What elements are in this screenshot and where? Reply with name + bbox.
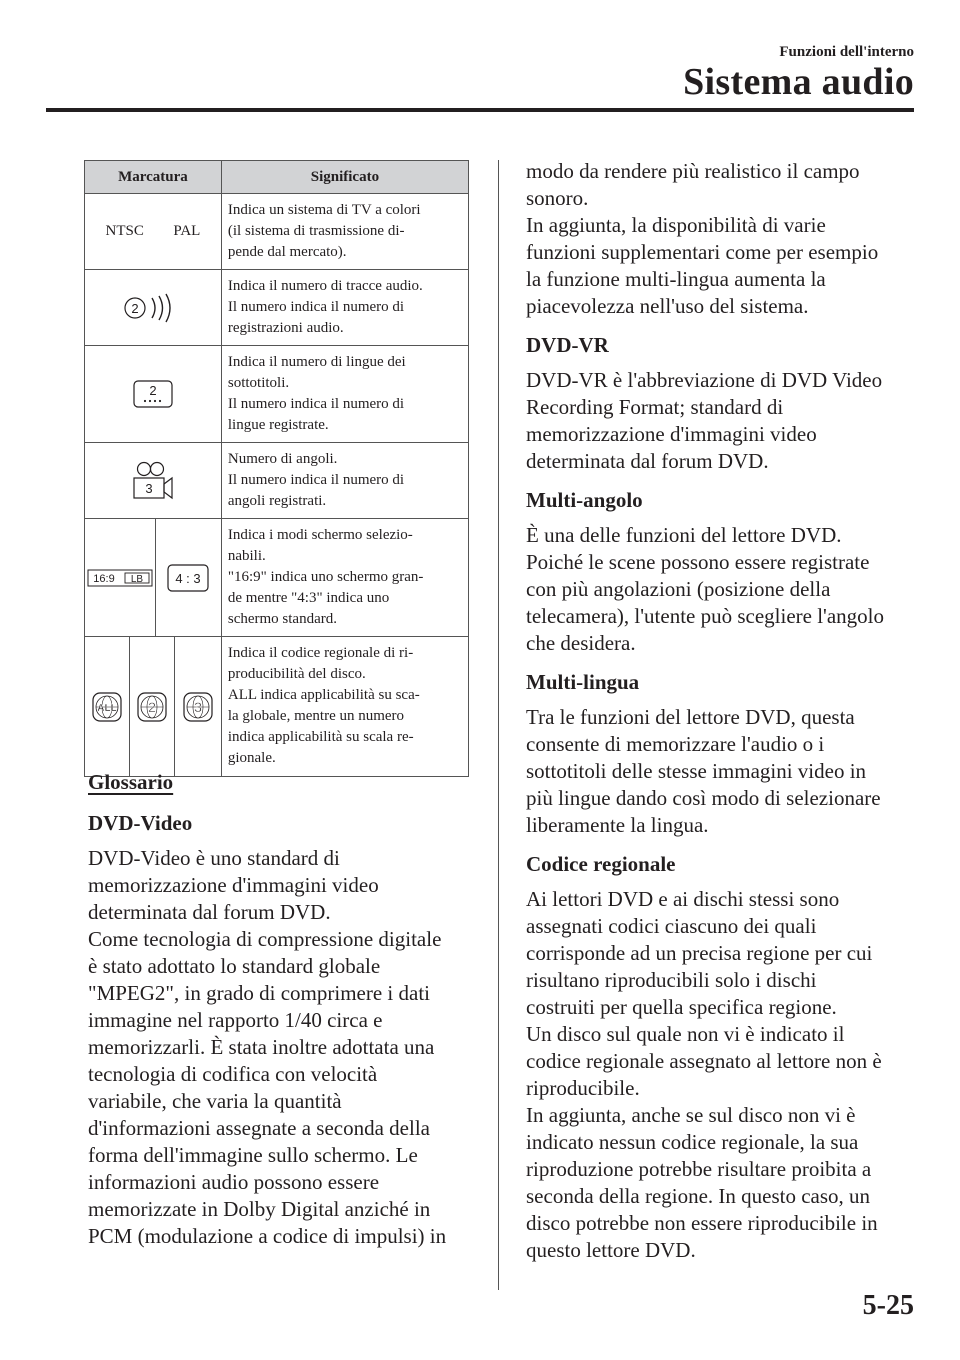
table-desc xyxy=(221,270,468,346)
text-line: DVD-VR è l'abbreviazione di DVD Video xyxy=(526,368,883,392)
audio-tracks-number: 2 xyxy=(131,300,139,316)
page-title: Sistema audio xyxy=(683,61,914,103)
text-line: assegnati codici ciascuno dei quali xyxy=(526,914,817,938)
angle-icon-cell xyxy=(85,443,222,519)
page-number: 5-25 xyxy=(862,1290,914,1321)
dvd-video-heading: DVD-Video xyxy=(88,811,193,835)
desc-line: Indica i modi schermo selezio- xyxy=(227,527,413,543)
desc-line: Indica un sistema di TV a colori xyxy=(227,202,421,218)
desc-line: sottotitoli. xyxy=(227,375,290,391)
text-line: memorizzazione d'immagini video xyxy=(526,422,817,446)
text-line: corrisponde ad un precisa regione per cui xyxy=(526,941,873,965)
text-line: riproduzione potrebbe risultare proibita a xyxy=(526,1157,872,1181)
table-row xyxy=(85,519,469,637)
text-line: Recording Format; standard di xyxy=(526,395,784,419)
screen-169-text: 16:9 xyxy=(93,572,115,585)
multi-angolo-paragraph xyxy=(526,522,926,657)
desc-line: de mentre "4:3" indica uno xyxy=(227,590,390,606)
text-line: codice regionale assegnato al lettore non è xyxy=(526,1049,882,1073)
text-line: determinata dal forum DVD. xyxy=(526,449,769,473)
header-marcatura: Marcatura xyxy=(85,161,222,194)
text-line: costruiti per quella specifica regione. xyxy=(526,995,837,1019)
text-line: consente di memorizzare l'audio o i xyxy=(526,732,825,756)
text-line: forma dell'immagine sullo schermo. Le xyxy=(88,1143,418,1167)
text-line: In aggiunta, la disponibilità di varie xyxy=(526,213,826,237)
text-line: risultano riproducibili solo i dischi xyxy=(526,968,817,992)
audio-tracks-icon xyxy=(123,293,183,323)
desc-line: Il numero indica il numero di xyxy=(227,396,405,412)
text-line: la funzione multi-lingua aumenta la xyxy=(526,267,826,291)
subtitles-icon xyxy=(131,378,175,410)
text-line: Un disco sul quale non vi è indicato il xyxy=(526,1022,845,1046)
text-line: liberamente la lingua. xyxy=(526,813,709,837)
text-line: indicato nessun codice regionale, la sua xyxy=(526,1130,859,1154)
text-line: Ai lettori DVD e ai dischi stessi sono xyxy=(526,887,840,911)
text-line: funzioni supplementari come per esempio xyxy=(526,240,879,264)
subtitles-number: 2 xyxy=(149,383,157,398)
desc-line: lingue registrate. xyxy=(227,417,329,433)
table-header-row xyxy=(85,161,469,194)
text-line: disco potrebbe non essere riproducibile in xyxy=(526,1211,878,1235)
table-row xyxy=(85,443,469,519)
table-row xyxy=(85,194,469,270)
dvd-video-paragraph xyxy=(88,845,480,1250)
region-all-cell xyxy=(85,637,130,777)
ntsc-label: NTSC xyxy=(105,223,144,239)
dvd-vr-paragraph xyxy=(526,367,926,475)
text-line: memorizzate in Dolby Digital anziché in xyxy=(88,1197,431,1221)
text-line: DVD-Video è uno standard di xyxy=(88,846,340,870)
desc-line: gionale. xyxy=(227,750,276,766)
region-3-icon xyxy=(182,691,214,723)
text-line: variabile, che varia la quantità xyxy=(88,1089,342,1113)
multi-angolo-heading: Multi-angolo xyxy=(526,488,643,512)
desc-line: pende dal mercato). xyxy=(227,244,347,260)
table-desc xyxy=(221,443,468,519)
text-line: più lingue dando così modo di selezionare xyxy=(526,786,881,810)
text-line: sottotitoli delle stesse immagini video in xyxy=(526,759,867,783)
text-line: memorizzazione d'immagini video xyxy=(88,873,379,897)
desc-line: Il numero indica il numero di xyxy=(227,472,405,488)
text-line: con più angolazioni (posizione della xyxy=(526,577,831,601)
text-line: seconda della regione. In questo caso, un xyxy=(526,1184,871,1208)
camera-angles-icon xyxy=(128,460,178,502)
region-2-cell xyxy=(129,637,174,777)
text-line: modo da rendere più realistico il campo xyxy=(526,159,860,183)
text-line: d'informazioni assegnate a seconda della xyxy=(88,1116,430,1140)
text-line: che desidera. xyxy=(526,631,636,655)
table-row xyxy=(85,637,469,777)
desc-line: indica applicabilità su scala re- xyxy=(227,729,414,745)
markings-table xyxy=(84,160,469,777)
text-line: riproducibile. xyxy=(526,1076,640,1100)
desc-line: Numero di angoli. xyxy=(227,451,338,467)
table-desc xyxy=(221,194,468,270)
text-line: È una delle funzioni del lettore DVD. xyxy=(526,523,842,547)
multi-lingua-heading: Multi-lingua xyxy=(526,670,640,694)
region-3-cell xyxy=(174,637,221,777)
text-line: memorizzarli. È stata inoltre adottata una xyxy=(88,1035,435,1059)
table-desc xyxy=(221,637,468,777)
text-line: determinata dal forum DVD. xyxy=(88,900,331,924)
left-column-text xyxy=(88,770,480,1263)
screen-4-3-icon xyxy=(165,563,211,593)
dvd-vr-heading: DVD-VR xyxy=(526,333,609,357)
text-line: PCM (modulazione a codice di impulsi) in xyxy=(88,1224,447,1248)
desc-line: angoli registrati. xyxy=(227,493,327,509)
desc-line: (il sistema di trasmissione di- xyxy=(227,223,405,239)
screen-169-cell xyxy=(85,519,156,637)
header-rule xyxy=(46,108,914,112)
text-line: telecamera), l'utente può scegliere l'angolo xyxy=(526,604,884,628)
desc-line: Indica il codice regionale di ri- xyxy=(227,645,414,661)
text-line: tecnologia di codifica con velocità xyxy=(88,1062,378,1086)
desc-line: Indica il numero di lingue dei xyxy=(227,354,406,370)
glossary-title: Glossario xyxy=(88,770,174,794)
region-3-text: 3 xyxy=(193,698,202,715)
codice-regionale-paragraph xyxy=(526,886,926,1264)
table-desc xyxy=(221,519,468,637)
text-line: informazioni audio possono essere xyxy=(88,1170,380,1194)
text-line: In aggiunta, anche se sul disco non vi è xyxy=(526,1103,856,1127)
text-line: sonoro. xyxy=(526,186,589,210)
region-2-icon xyxy=(136,691,168,723)
table-row xyxy=(85,346,469,443)
region-all-icon xyxy=(91,691,123,723)
region-2-text: 2 xyxy=(148,698,156,715)
text-line: questo lettore DVD. xyxy=(526,1238,696,1262)
desc-line: Indica il numero di tracce audio. xyxy=(227,278,423,294)
desc-line: schermo standard. xyxy=(227,611,337,627)
right-column-text xyxy=(526,158,926,1277)
column-divider xyxy=(498,160,499,1290)
pal-label: PAL xyxy=(173,223,201,239)
text-line: "MPEG2", in grado di comprimere i dati xyxy=(88,981,430,1005)
desc-line: nabili. xyxy=(227,548,266,564)
text-line: Come tecnologia di compressione digitale xyxy=(88,927,442,951)
text-line: immagine nel rapporto 1/40 circa e xyxy=(88,1008,383,1032)
text-line: è stato adottato lo standard globale xyxy=(88,954,381,978)
desc-line: la globale, mentre un numero xyxy=(227,708,405,724)
header-significato: Significato xyxy=(221,161,468,194)
multi-lingua-paragraph xyxy=(526,704,926,839)
desc-line: ALL indica applicabilità su sca- xyxy=(227,687,420,703)
screen-lb-text: LB xyxy=(130,573,144,585)
header-section: Funzioni dell'interno xyxy=(779,44,914,60)
tv-system-cell xyxy=(85,194,222,270)
camera-angles-number: 3 xyxy=(145,480,153,496)
codice-regionale-heading: Codice regionale xyxy=(526,852,676,876)
desc-line: producibilità del disco. xyxy=(227,666,366,682)
dvd-video-continuation xyxy=(526,158,926,320)
desc-line: Il numero indica il numero di xyxy=(227,299,405,315)
audio-icon-cell xyxy=(85,270,222,346)
screen-43-cell xyxy=(155,519,221,637)
text-line: Poiché le scene possono essere registrate xyxy=(526,550,870,574)
region-all-text: ALL xyxy=(97,702,117,714)
screen-43-text: 4 : 3 xyxy=(175,570,202,586)
subtitle-icon-cell xyxy=(85,346,222,443)
table-desc xyxy=(221,346,468,443)
text-line: Tra le funzioni del lettore DVD, questa xyxy=(526,705,855,729)
text-line: piacevolezza nell'uso del sistema. xyxy=(526,294,809,318)
desc-line: "16:9" indica uno schermo gran- xyxy=(227,569,424,585)
desc-line: registrazioni audio. xyxy=(227,320,344,336)
table-row xyxy=(85,270,469,346)
screen-16-9-lb-icon xyxy=(87,568,153,588)
